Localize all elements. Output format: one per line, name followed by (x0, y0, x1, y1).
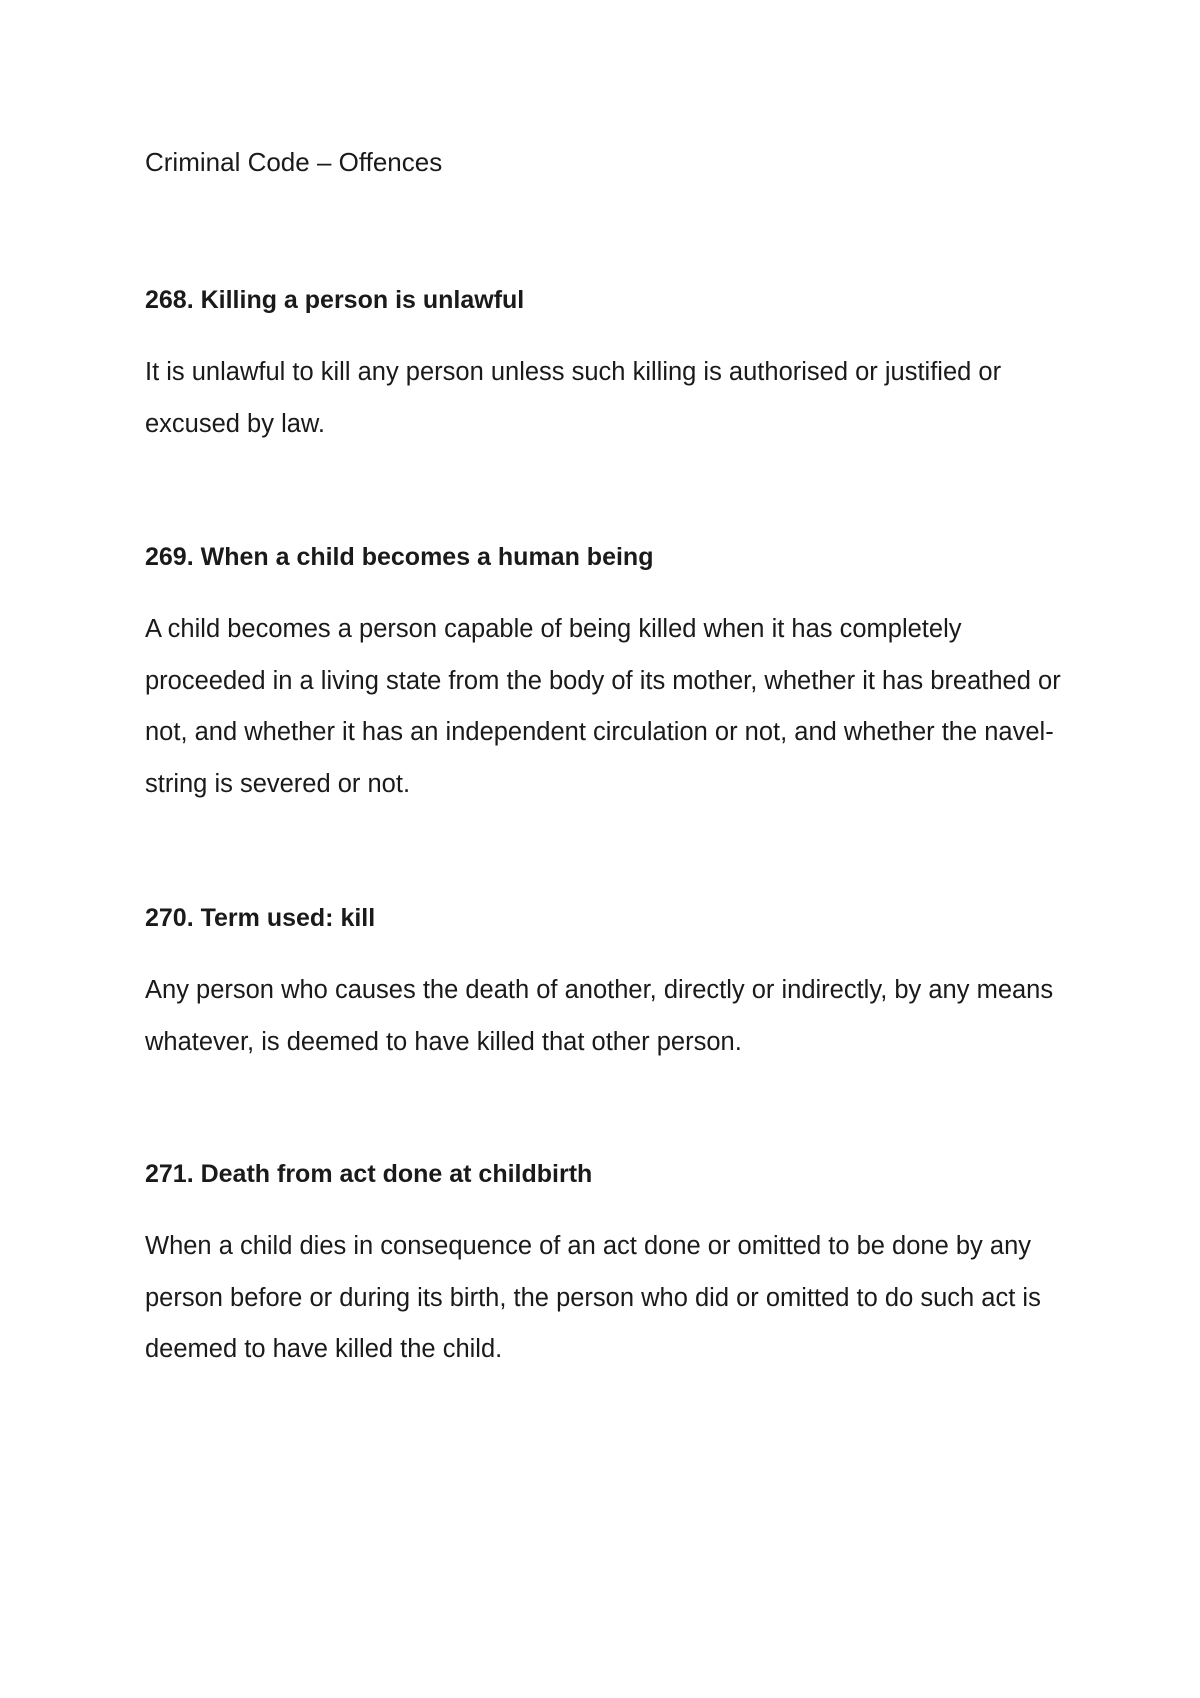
section-268 (145, 284, 1065, 450)
section-body: When a child dies in consequence of an act done or omitted to be done by any person before or during its birth, the person who did or omitted to do such act is deemed to have killed the child. (145, 1232, 1041, 1364)
section-heading: 271. Death from act done at childbirth (145, 1160, 593, 1188)
section-body: Any person who causes the death of another, directly or indirectly, by any means whatever, is deemed to have killed that other person. (145, 976, 1054, 1056)
document-title: Criminal Code – Offences (145, 147, 443, 177)
section-270 (145, 902, 1065, 1068)
section-body: It is unlawful to kill any person unless such killing is authorised or justified or excused by law. (145, 358, 1002, 438)
section-body: A child becomes a person capable of being killed when it has completely proceeded in a living state from the body of its mother, whether it has breathed or not, and whether it has an independent circulation or not, and whether the navel-string is severed or not. (145, 615, 1061, 799)
section-269 (145, 541, 1065, 811)
section-heading: 268. Killing a person is unlawful (145, 286, 525, 314)
section-heading: 270. Term used: kill (145, 904, 376, 932)
section-heading: 269. When a child becomes a human being (145, 543, 654, 571)
section-271 (145, 1158, 1065, 1376)
